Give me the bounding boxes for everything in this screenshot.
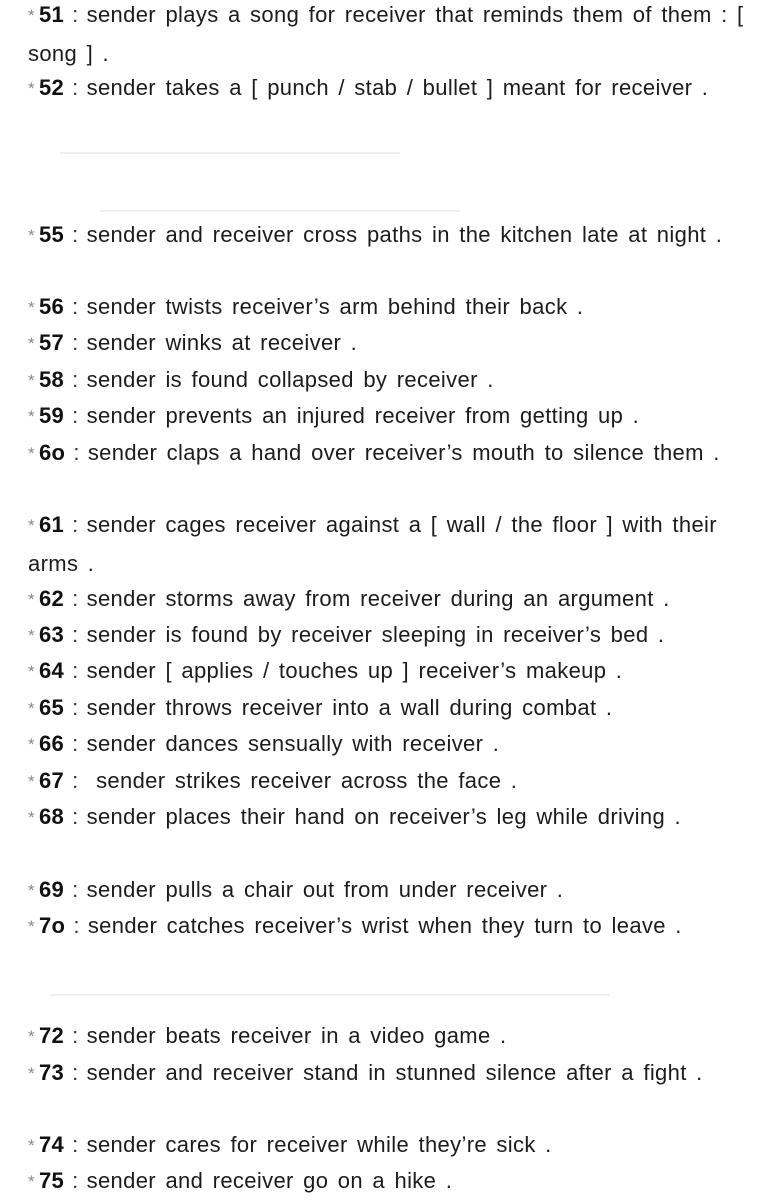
prompt-70	[28, 908, 768, 947]
prompt-67	[28, 763, 768, 802]
prompt-number: 6o	[38, 440, 66, 465]
prompt-number: 66	[38, 731, 65, 756]
prompt-62	[28, 581, 768, 620]
prompt-text: sender [ applies / touches up ] receiver’s makeup .	[86, 658, 623, 683]
asterisk-icon: *	[28, 772, 35, 791]
prompt-text: sender strikes receiver across the face .	[86, 768, 518, 793]
separator: :	[72, 622, 79, 647]
prompt-text: sender places their hand on receiver’s leg while driving .	[86, 804, 681, 829]
prompt-74	[28, 1127, 768, 1166]
separator: :	[72, 2, 79, 27]
prompt-number: 73	[38, 1060, 65, 1085]
asterisk-icon: *	[28, 6, 35, 25]
prompt-number: 75	[38, 1168, 65, 1193]
asterisk-icon: *	[28, 334, 35, 353]
asterisk-icon: *	[28, 699, 35, 718]
prompt-number: 7o	[38, 913, 66, 938]
prompt-69	[28, 872, 768, 911]
prompt-68	[28, 799, 768, 838]
prompt-number: 57	[38, 330, 65, 355]
prompt-number: 58	[38, 367, 65, 392]
separator: :	[72, 1060, 79, 1085]
separator: :	[72, 75, 79, 100]
prompt-number: 51	[38, 2, 65, 27]
prompt-57	[28, 325, 768, 364]
asterisk-icon: *	[28, 1064, 35, 1083]
prompt-number: 55	[38, 222, 65, 247]
prompt-number: 59	[38, 403, 65, 428]
prompt-52	[28, 70, 768, 109]
separator: :	[72, 768, 79, 793]
prompt-text: sender is found collapsed by receiver .	[86, 367, 494, 392]
prompt-number: 69	[38, 877, 65, 902]
prompt-text: sender claps a hand over receiver’s mouth to silence them .	[87, 440, 720, 465]
separator: :	[72, 294, 79, 319]
asterisk-icon: *	[28, 79, 35, 98]
prompt-text: sender beats receiver in a video game .	[86, 1023, 507, 1048]
prompt-number: 68	[38, 804, 65, 829]
prompt-text: sender prevents an injured receiver from getting up .	[86, 403, 640, 428]
asterisk-icon: *	[28, 226, 35, 245]
prompt-59	[28, 398, 768, 437]
prompt-text: sender is found by receiver sleeping in receiver’s bed .	[86, 622, 665, 647]
separator: :	[72, 877, 79, 902]
divider-smudge	[60, 152, 400, 154]
prompt-text: sender cages receiver against a [ wall / the floor ] with their arms .	[28, 512, 717, 576]
asterisk-icon: *	[28, 917, 35, 936]
prompt-number: 61	[38, 512, 65, 537]
prompt-number: 62	[38, 586, 65, 611]
prompt-number: 63	[38, 622, 65, 647]
prompt-text: sender twists receiver’s arm behind their back .	[86, 294, 584, 319]
asterisk-icon: *	[28, 1027, 35, 1046]
asterisk-icon: *	[28, 516, 35, 535]
separator: :	[72, 330, 79, 355]
asterisk-icon: *	[28, 371, 35, 390]
prompt-text: sender cares for receiver while they’re sick .	[86, 1132, 552, 1157]
asterisk-icon: *	[28, 590, 35, 609]
prompt-66	[28, 726, 768, 765]
asterisk-icon: *	[28, 444, 35, 463]
prompt-number: 72	[38, 1023, 65, 1048]
prompt-text: sender dances sensually with receiver .	[86, 731, 500, 756]
prompt-56	[28, 289, 768, 328]
asterisk-icon: *	[28, 1172, 35, 1191]
separator: :	[72, 512, 79, 537]
separator: :	[72, 1023, 79, 1048]
separator: :	[73, 440, 80, 465]
asterisk-icon: *	[28, 881, 35, 900]
prompt-63	[28, 617, 768, 656]
prompt-72	[28, 1018, 768, 1057]
divider-smudge	[100, 210, 460, 212]
separator: :	[72, 586, 79, 611]
prompt-number: 65	[38, 695, 65, 720]
prompt-text: sender and receiver go on a hike .	[86, 1168, 453, 1193]
asterisk-icon: *	[28, 808, 35, 827]
separator: :	[72, 658, 79, 683]
prompt-text: sender and receiver cross paths in the kitchen late at night .	[86, 222, 723, 247]
prompt-64	[28, 653, 768, 692]
separator: :	[72, 695, 79, 720]
prompt-number: 56	[38, 294, 65, 319]
separator: :	[72, 367, 79, 392]
prompt-text: sender pulls a chair out from under receiver .	[86, 877, 564, 902]
divider-smudge	[50, 994, 610, 996]
prompt-61	[28, 507, 768, 582]
prompt-58	[28, 362, 768, 401]
prompt-51	[28, 0, 768, 72]
prompt-55	[28, 217, 768, 256]
prompt-73	[28, 1055, 768, 1094]
separator: :	[72, 1132, 79, 1157]
prompt-text: sender throws receiver into a wall during combat .	[86, 695, 613, 720]
prompt-number: 64	[38, 658, 65, 683]
prompt-text: sender catches receiver’s wrist when they turn to leave .	[87, 913, 682, 938]
separator: :	[72, 403, 79, 428]
prompt-75	[28, 1163, 768, 1202]
separator: :	[72, 731, 79, 756]
prompt-65	[28, 690, 768, 729]
prompt-text: sender winks at receiver .	[86, 330, 358, 355]
separator: :	[72, 1168, 79, 1193]
asterisk-icon: *	[28, 407, 35, 426]
prompt-number: 52	[38, 75, 65, 100]
asterisk-icon: *	[28, 662, 35, 681]
asterisk-icon: *	[28, 735, 35, 754]
prompt-number: 67	[38, 768, 65, 793]
asterisk-icon: *	[28, 1136, 35, 1155]
prompt-text: sender plays a song for receiver that reminds them of them : [ song ] .	[28, 2, 744, 66]
prompt-text: sender takes a [ punch / stab / bullet ] meant for receiver .	[86, 75, 709, 100]
asterisk-icon: *	[28, 626, 35, 645]
prompt-number: 74	[38, 1132, 65, 1157]
prompt-60	[28, 435, 768, 474]
separator: :	[72, 804, 79, 829]
asterisk-icon: *	[28, 298, 35, 317]
separator: :	[73, 913, 80, 938]
prompt-text: sender storms away from receiver during an argument .	[86, 586, 670, 611]
separator: :	[72, 222, 79, 247]
prompt-text: sender and receiver stand in stunned silence after a fight .	[86, 1060, 703, 1085]
